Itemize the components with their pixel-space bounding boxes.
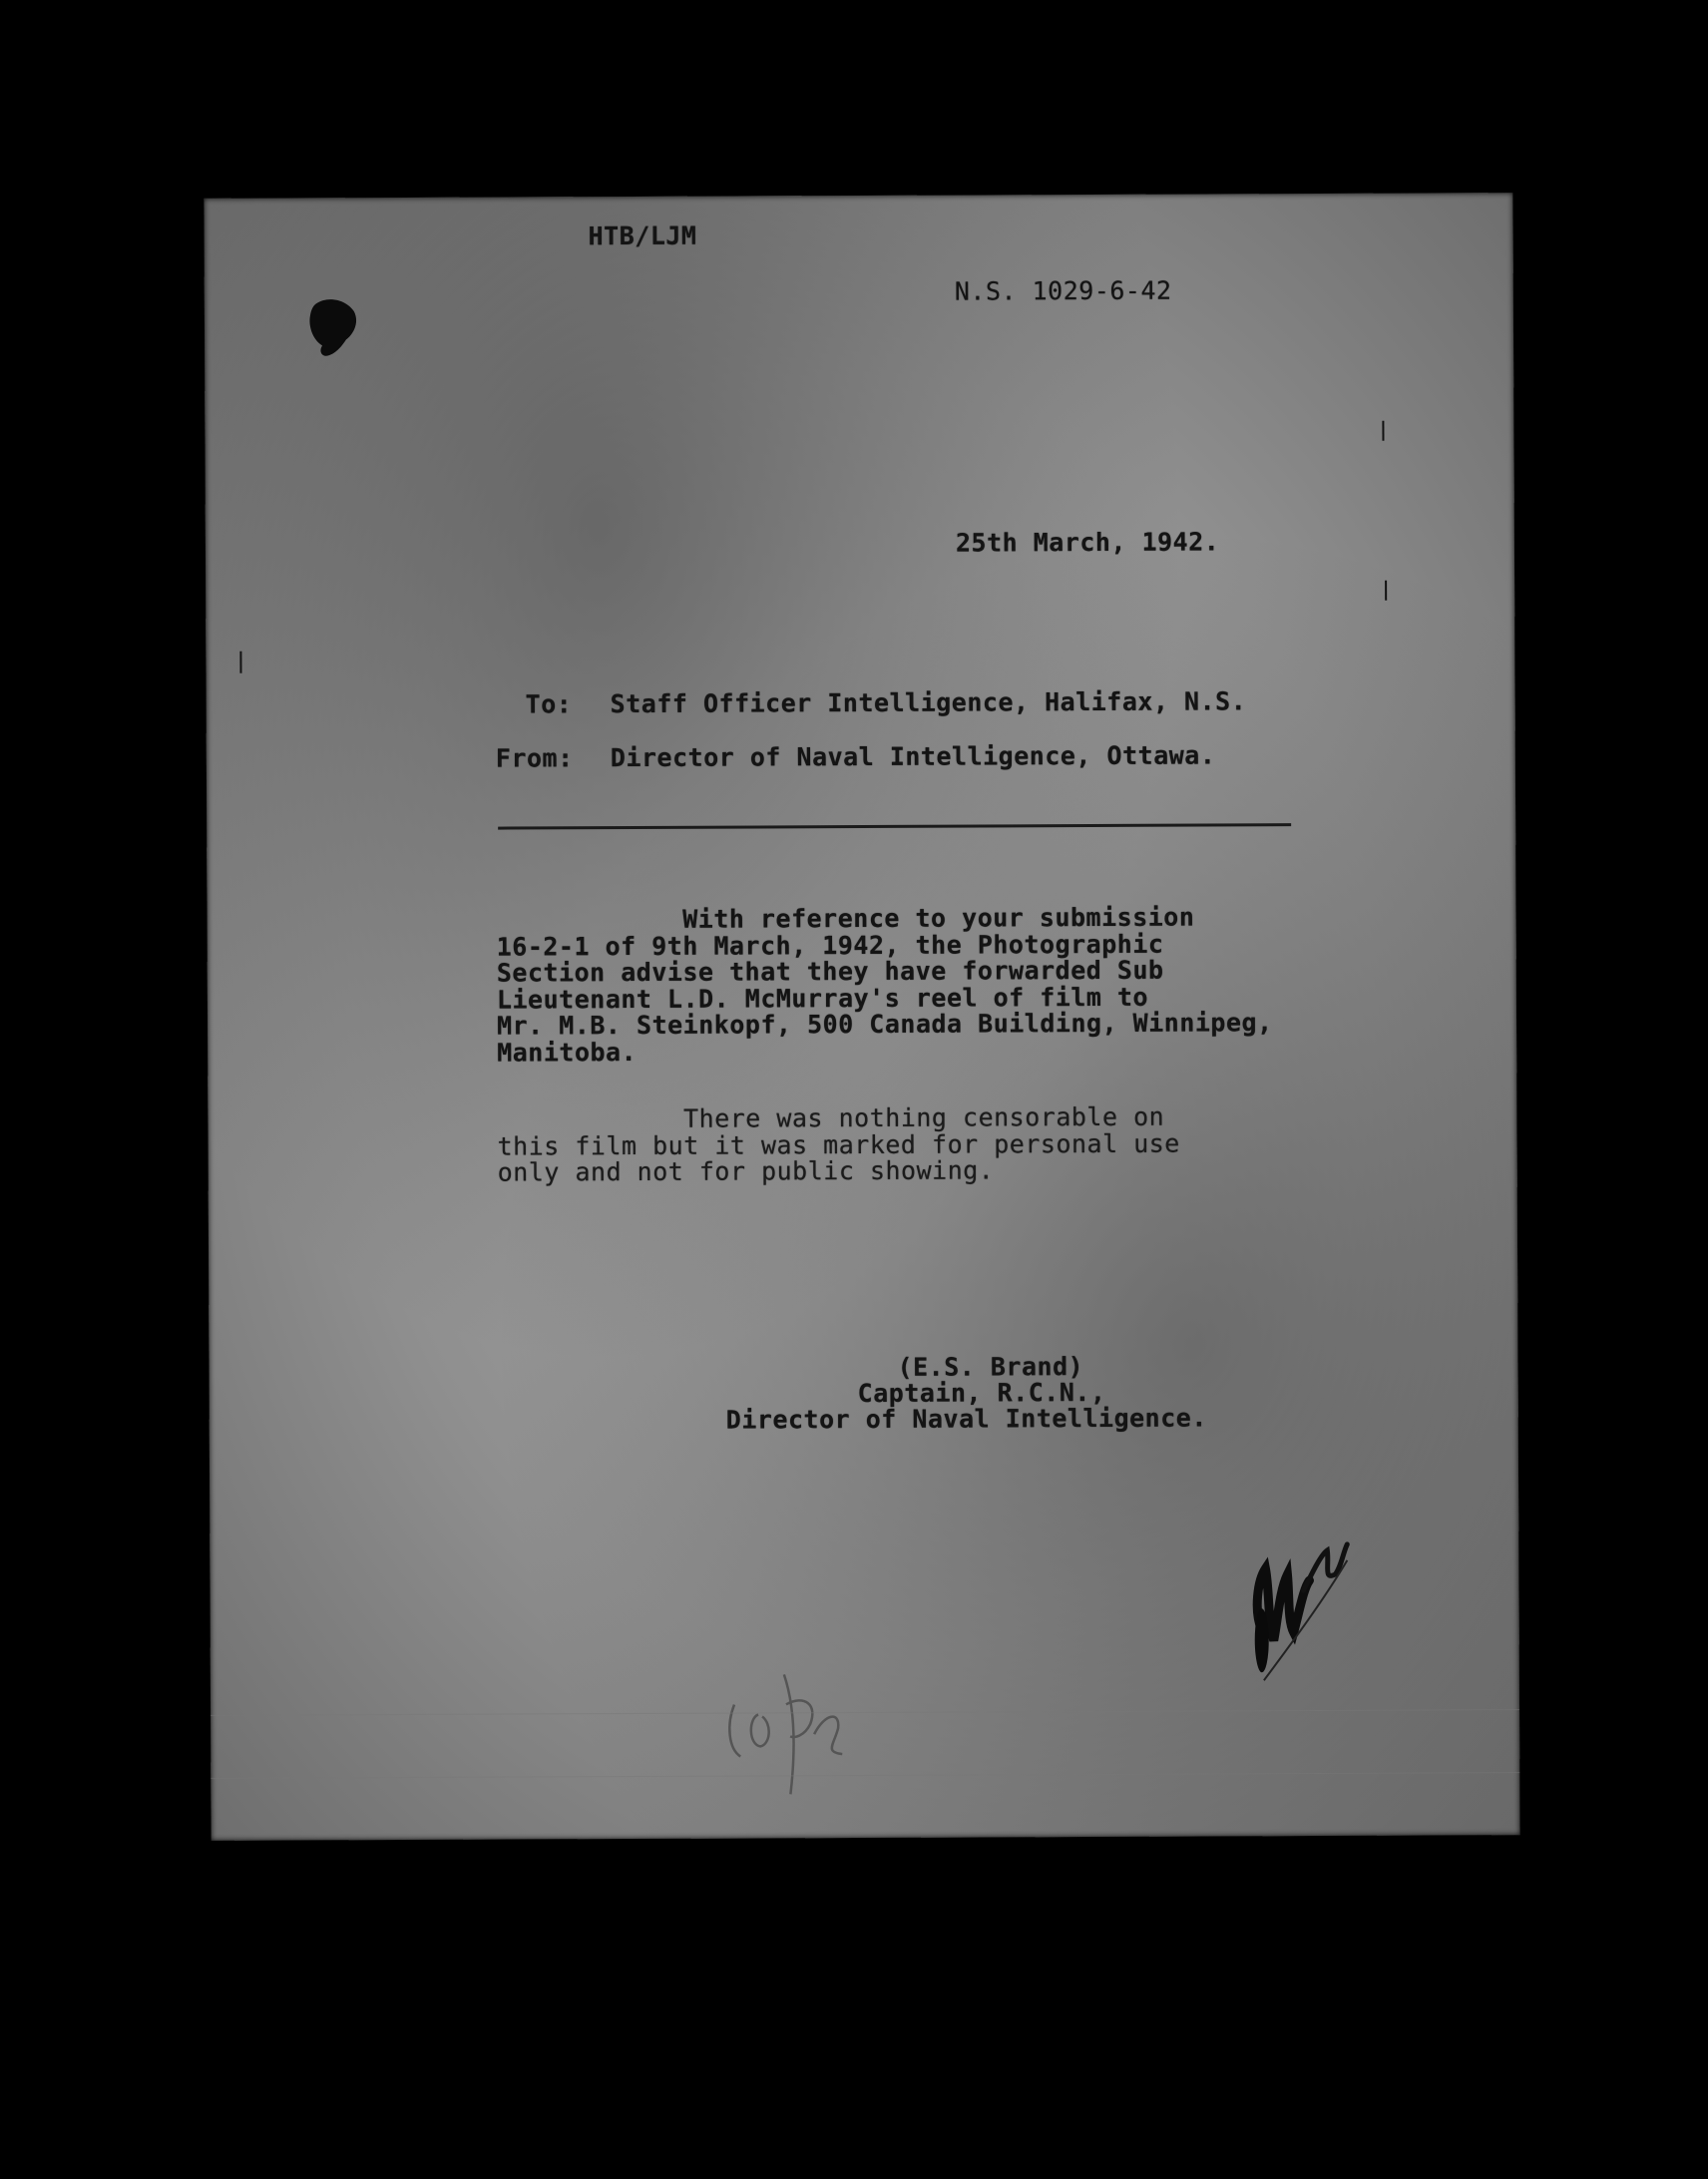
header-divider <box>498 823 1291 829</box>
letter-date: 25th March, 1942. <box>955 527 1220 558</box>
margin-mark <box>1385 581 1387 601</box>
signature-title: Director of Naval Intelligence. <box>725 1403 1207 1435</box>
reference-code: HTB/LJM <box>588 220 697 251</box>
signature-name: (E.S. Brand) <box>897 1352 1084 1382</box>
from-label: From: <box>495 743 574 773</box>
recipient: Staff Officer Intelligence, Halifax, N.S. <box>610 686 1247 719</box>
body-paragraph-2: There was nothing censorable on this film but it was marked for personal use only and not for public showing. <box>497 1101 1180 1187</box>
signature-rank: Captain, R.C.N., <box>857 1377 1106 1409</box>
sender: Director of Naval Intelligence, Ottawa. <box>610 740 1216 773</box>
body-paragraph-1: With reference to your submission 16-2-1 of 9th March, 1942, the Photographic Section advise that they have forwarded Sub Lieutenant L.D. McMurray's reel of film to Mr. M.B. Steinkopf, 500 Canada Building, Winnipeg, Manitoba. <box>496 902 1273 1068</box>
file-number: N.S. 1029-6-42 <box>954 275 1172 306</box>
ink-blot-mark <box>306 295 360 365</box>
to-label: To: <box>525 689 573 719</box>
document-page <box>204 193 1519 1841</box>
margin-mark <box>239 652 241 673</box>
pencil-notation <box>714 1644 895 1805</box>
margin-mark <box>1382 421 1384 441</box>
handwritten-initials <box>1243 1471 1364 1691</box>
